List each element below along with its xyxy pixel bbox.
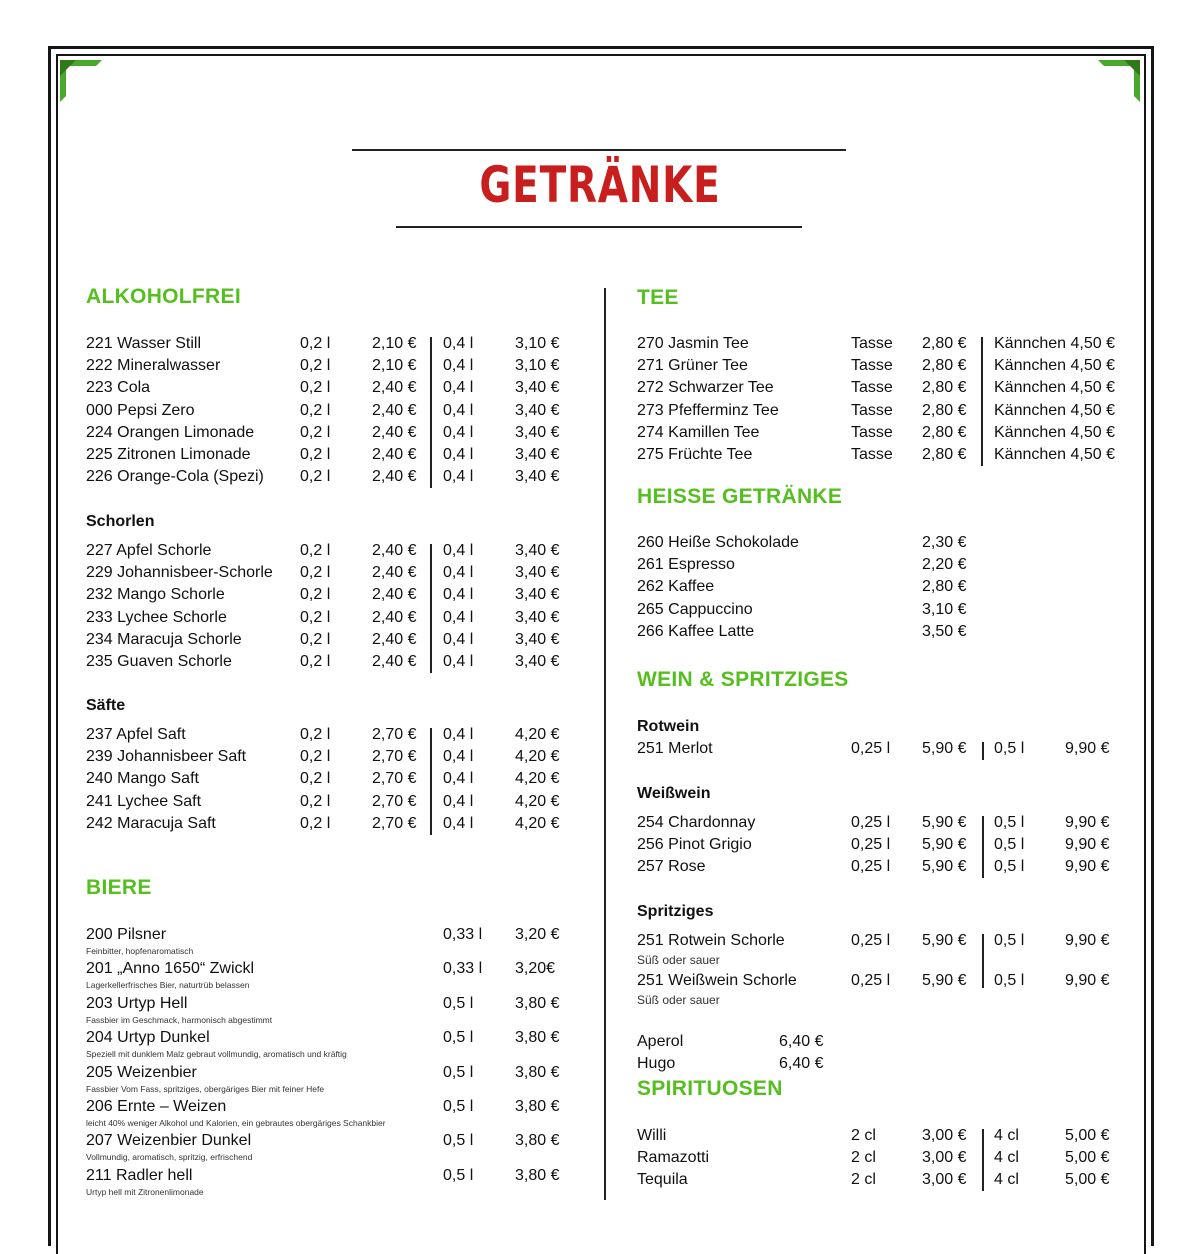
size: 0,5 l [443,1132,474,1150]
size-small: 0,2 l [300,379,331,397]
beer-description: leicht 40% weniger Alkohol und Kalorien, ein gebrautes obergäriges Schankbier [86,1118,386,1128]
price-cup: 2,80 € [922,335,967,352]
price: 3,80 € [515,1029,560,1047]
spritz-description: Süß oder sauer [637,992,720,1007]
beer-description: Feinbitter, hopfenaromatisch [86,946,194,956]
item-name: Ramazotti [637,1149,710,1167]
item-name: 240 Mango Saft [86,770,199,788]
unit: Tasse [851,379,893,397]
list-item [0,556,1200,578]
size-large: 0,4 l [443,401,474,419]
item-name: 225 Zitronen Limonade [86,446,251,463]
section-heading-heisse-getraenke: HEISSE GETRÄNKE [637,485,843,508]
list-item [0,1055,1200,1077]
size-large: 0,4 l [443,792,474,810]
unit: Tasse [851,423,893,441]
size-separator [982,742,984,760]
item-name: 211 Radler hell [86,1166,193,1184]
title-rule-top [352,149,846,151]
price: 3,20€ [515,960,556,978]
item-name: 239 Johannisbeer Saft [86,748,247,766]
size-small: 0,2 l [300,748,331,766]
size-small: 0,2 l [300,726,331,743]
list-item [0,335,1200,357]
size: 0,5 l [443,994,474,1012]
price-small: 2,40 € [372,379,417,397]
item-name: Tequila [637,1171,688,1189]
section-heading-tee: TEE [637,286,679,309]
price-small: 2,40 € [372,630,417,648]
size-large: 0,5 l [994,971,1025,989]
price-large: 3,40 € [515,564,560,582]
size-small: 0,25 l [851,971,891,989]
size-small: 2 cl [851,1127,876,1144]
price-large: 3,10 € [515,357,560,375]
price-pot: Kännchen 4,50 € [994,423,1115,441]
price-small: 3,00 € [922,1171,967,1189]
beer-item [0,1098,600,1120]
item-name: 224 Orangen Limonade [86,423,255,441]
size-small: 0,2 l [300,423,331,441]
price-large: 4,20 € [515,770,560,788]
list-item [0,578,1200,600]
item-name: 221 Wasser Still [86,335,201,352]
subheading-saefte: Säfte [86,697,126,714]
size-small: 0,2 l [300,357,331,375]
price: 6,40 € [779,1055,824,1073]
beer-description: Urtyp hell mit Zitronenlimonade [86,1186,204,1197]
subheading-rotwein: Rotwein [637,718,700,735]
list-item [0,468,1200,490]
item-name: 251 Rotwein Schorle [637,932,785,949]
size-large: 0,5 l [994,814,1025,831]
item-name: 229 Johannisbeer-Schorle [86,564,273,582]
size-small: 0,2 l [300,564,331,582]
price-large: 9,90 € [1065,971,1110,989]
list-item [0,379,1200,401]
price-small: 2,40 € [372,423,417,441]
price-large: 9,90 € [1065,932,1110,949]
list-item [0,793,1200,815]
subheading-weisswein: Weißwein [637,785,711,802]
price-small: 2,70 € [372,748,417,766]
item-name: 000 Pepsi Zero [86,401,195,419]
price-large: 3,40 € [515,468,560,486]
price-large: 5,00 € [1065,1149,1110,1167]
price-pot: Kännchen 4,50 € [994,357,1115,375]
section-heading-alkoholfrei: ALKOHOLFREI [86,285,241,308]
price-large: 3,40 € [515,446,560,463]
price-large: 9,90 € [1065,740,1110,757]
corner-ornament-right-icon [1096,60,1140,104]
price-small: 2,40 € [372,564,417,582]
title-rule-bottom [396,226,802,228]
list-item [0,653,1200,675]
item-name: 275 Früchte Tee [637,446,753,463]
price: 3,80 € [515,1132,560,1150]
price-small: 2,70 € [372,792,417,810]
size-small: 0,2 l [300,542,331,559]
price: 2,80 € [922,578,967,596]
price-large: 3,40 € [515,423,560,441]
size-separator [981,337,983,466]
price-small: 2,40 € [372,446,417,463]
price-large: 9,90 € [1065,836,1110,854]
price-large: 4,20 € [515,814,560,832]
item-name: Willi [637,1127,667,1144]
size-large: 0,5 l [994,740,1025,757]
price-large: 9,90 € [1065,814,1110,831]
list-item [0,740,1200,762]
price-large: 4,20 € [515,792,560,810]
size-small: 2 cl [851,1171,876,1189]
price-cup: 2,80 € [922,379,967,397]
beer-item [0,995,600,1017]
size-small: 0,25 l [851,740,891,757]
item-name: 271 Grüner Tee [637,357,748,375]
price-small: 2,40 € [372,542,417,559]
size-small: 0,25 l [851,858,891,876]
size-large: 0,4 l [443,357,474,375]
size: 0,33 l [443,960,483,978]
size-small: 0,2 l [300,814,331,832]
size-large: 0,4 l [443,542,474,559]
price-pot: Kännchen 4,50 € [994,335,1115,352]
size-separator [982,934,984,988]
item-name: 273 Pfefferminz Tee [637,401,779,419]
list-item [0,1033,1200,1055]
list-item [0,534,1200,556]
item-name: 237 Apfel Saft [86,726,186,743]
price-small: 5,90 € [922,858,967,876]
price-large: 3,40 € [515,542,560,559]
size-small: 0,2 l [300,630,331,648]
size-large: 0,4 l [443,468,474,486]
price: 3,10 € [922,600,967,618]
spritz-item [0,972,1200,994]
price-large: 9,90 € [1065,858,1110,876]
item-name: Aperol [637,1033,684,1050]
price-small: 2,70 € [372,770,417,788]
item-name: 207 Weizenbier Dunkel [86,1132,252,1150]
item-name: 270 Jasmin Tee [637,335,749,352]
item-name: 260 Heiße Schokolade [637,534,799,551]
price-large: 3,40 € [515,586,560,604]
size-small: 0,2 l [300,792,331,810]
price-small: 2,10 € [372,357,417,375]
size-large: 0,4 l [443,653,474,670]
price-small: 5,90 € [922,932,967,949]
spritz-item [0,932,1200,954]
size-large: 0,4 l [443,814,474,832]
size-large: 0,4 l [443,630,474,648]
price: 6,40 € [779,1033,824,1050]
price-large: 4,20 € [515,726,560,743]
price: 3,80 € [515,994,560,1012]
item-name: 257 Rose [637,858,706,876]
item-name: 251 Weißwein Schorle [637,971,797,989]
size: 0,5 l [443,1098,474,1115]
item-name: 262 Kaffee [637,578,715,596]
price-small: 3,00 € [922,1149,967,1167]
price-large: 3,40 € [515,653,560,670]
list-item [0,1171,1200,1193]
item-name: 204 Urtyp Dunkel [86,1029,210,1047]
spritz-description: Süß oder sauer [637,953,720,967]
price-small: 2,40 € [372,586,417,604]
list-item [0,1149,1200,1171]
size: 0,5 l [443,1029,474,1047]
section-heading-wein: WEIN & SPRITZIGES [637,668,849,691]
beer-description: Fassbier Vom Fass, spritziges, obergäriges Bier mit feiner Hefe [86,1083,325,1094]
price-large: 3,10 € [515,335,560,352]
section-heading-spirituosen: SPIRITUOSEN [637,1077,783,1100]
price-large: 4,20 € [515,748,560,766]
item-name: 233 Lychee Schorle [86,608,227,626]
size-large: 0,5 l [994,932,1025,949]
price: 3,80 € [515,1098,560,1115]
item-name: 203 Urtyp Hell [86,994,188,1012]
item-name: 254 Chardonnay [637,814,756,831]
size: 0,33 l [443,926,483,943]
size-small: 0,2 l [300,335,331,352]
item-name: 201 „Anno 1650“ Zwickl [86,960,255,978]
page-title: GETRÄNKE [479,156,721,214]
price: 2,30 € [922,534,967,551]
list-item [0,836,1200,858]
item-name: 200 Pilsner [86,926,167,943]
size-large: 0,5 l [994,836,1025,854]
price-large: 3,40 € [515,401,560,419]
beer-description: Vollmundig, aromatisch, spritzig, erfrischend [86,1152,253,1163]
item-name: 235 Guaven Schorle [86,653,232,670]
list-item [0,402,1200,424]
size-large: 4 cl [994,1127,1019,1144]
size-large: 0,4 l [443,423,474,441]
size-large: 0,4 l [443,379,474,397]
item-name: 241 Lychee Saft [86,792,202,810]
size-small: 0,2 l [300,653,331,670]
size-small: 0,25 l [851,814,891,831]
price-small: 5,90 € [922,814,967,831]
size-large: 0,4 l [443,564,474,582]
size-large: 0,4 l [443,770,474,788]
price-small: 2,40 € [372,401,417,419]
subheading-spritziges: Spritziges [637,903,714,920]
item-name: 251 Merlot [637,740,713,757]
item-name: 226 Orange-Cola (Spezi) [86,468,264,486]
item-name: 266 Kaffee Latte [637,622,755,640]
item-name: 256 Pinot Grigio [637,836,752,854]
price-cup: 2,80 € [922,446,967,463]
unit: Tasse [851,335,893,352]
price-large: 5,00 € [1065,1171,1110,1189]
size-small: 0,25 l [851,836,891,854]
price-large: 5,00 € [1065,1127,1110,1144]
size-small: 0,2 l [300,446,331,463]
beer-description: Speziell mit dunklem Malz gebraut vollmundig, aromatisch und kräftig [86,1049,347,1060]
size: 0,5 l [443,1166,474,1184]
size-large: 0,4 l [443,608,474,626]
size-small: 0,2 l [300,608,331,626]
item-name: 222 Mineralwasser [86,357,221,375]
list-item [0,424,1200,446]
list-item [0,814,1200,836]
item-name: 265 Cappuccino [637,600,753,618]
size-large: 0,5 l [994,858,1025,876]
beer-description: Fassbier im Geschmack, harmonisch abgestimmt [86,1014,273,1025]
price-cup: 2,80 € [922,423,967,441]
item-name: 227 Apfel Schorle [86,542,212,559]
price: 2,20 € [922,556,967,574]
price-small: 5,90 € [922,740,967,757]
price-pot: Kännchen 4,50 € [994,401,1115,419]
price-cup: 2,80 € [922,357,967,375]
size-large: 4 cl [994,1171,1019,1189]
price-pot: Kännchen 4,50 € [994,379,1115,397]
price-small: 2,70 € [372,726,417,743]
price: 3,50 € [922,622,967,640]
size-separator [982,816,984,878]
price-small: 2,40 € [372,608,417,626]
list-item [0,623,1200,645]
size-large: 0,4 l [443,586,474,604]
section-heading-biere: BIERE [86,876,152,899]
beer-description: Lagerkellerfrisches Bier, naturtrüb belassen [86,980,250,991]
item-name: 205 Weizenbier [86,1063,197,1081]
item-name: 223 Cola [86,379,151,397]
price-small: 3,00 € [922,1127,967,1144]
item-name: 272 Schwarzer Tee [637,379,774,397]
item-name: Hugo [637,1055,676,1073]
size-small: 0,2 l [300,401,331,419]
price: 3,20 € [515,926,560,943]
price-large: 3,40 € [515,379,560,397]
price-small: 2,40 € [372,653,417,670]
subheading-schorlen: Schorlen [86,513,155,530]
size-small: 0,2 l [300,468,331,486]
item-name: 232 Mango Schorle [86,586,225,604]
price-large: 3,40 € [515,608,560,626]
list-item [0,770,1200,792]
size-large: 0,4 l [443,446,474,463]
size-large: 0,4 l [443,335,474,352]
price-cup: 2,80 € [922,401,967,419]
unit: Tasse [851,401,893,419]
price-large: 3,40 € [515,630,560,648]
item-name: 234 Maracuja Schorle [86,630,242,648]
list-item [0,858,1200,880]
size-large: 0,4 l [443,726,474,743]
size-large: 4 cl [994,1149,1019,1167]
item-name: 261 Espresso [637,556,735,574]
price-small: 5,90 € [922,971,967,989]
list-item [0,446,1200,468]
item-name: 206 Ernte – Weizen [86,1098,227,1115]
size-separator [982,1129,984,1191]
list-item [0,357,1200,379]
list-item [0,601,1200,623]
corner-ornament-left-icon [60,60,104,104]
size-small: 0,25 l [851,932,891,949]
price-small: 2,40 € [372,468,417,486]
item-name: 274 Kamillen Tee [637,423,760,441]
list-item [0,1127,1200,1149]
price-small: 5,90 € [922,836,967,854]
unit: Tasse [851,446,893,463]
item-name: 242 Maracuja Saft [86,814,216,832]
size-small: 0,2 l [300,586,331,604]
size: 0,5 l [443,1063,474,1081]
price-pot: Kännchen 4,50 € [994,446,1115,463]
price: 3,80 € [515,1063,560,1081]
size-large: 0,4 l [443,748,474,766]
price-small: 2,10 € [372,335,417,352]
unit: Tasse [851,357,893,375]
price: 3,80 € [515,1166,560,1184]
price-small: 2,70 € [372,814,417,832]
size-small: 0,2 l [300,770,331,788]
size-small: 2 cl [851,1149,876,1167]
